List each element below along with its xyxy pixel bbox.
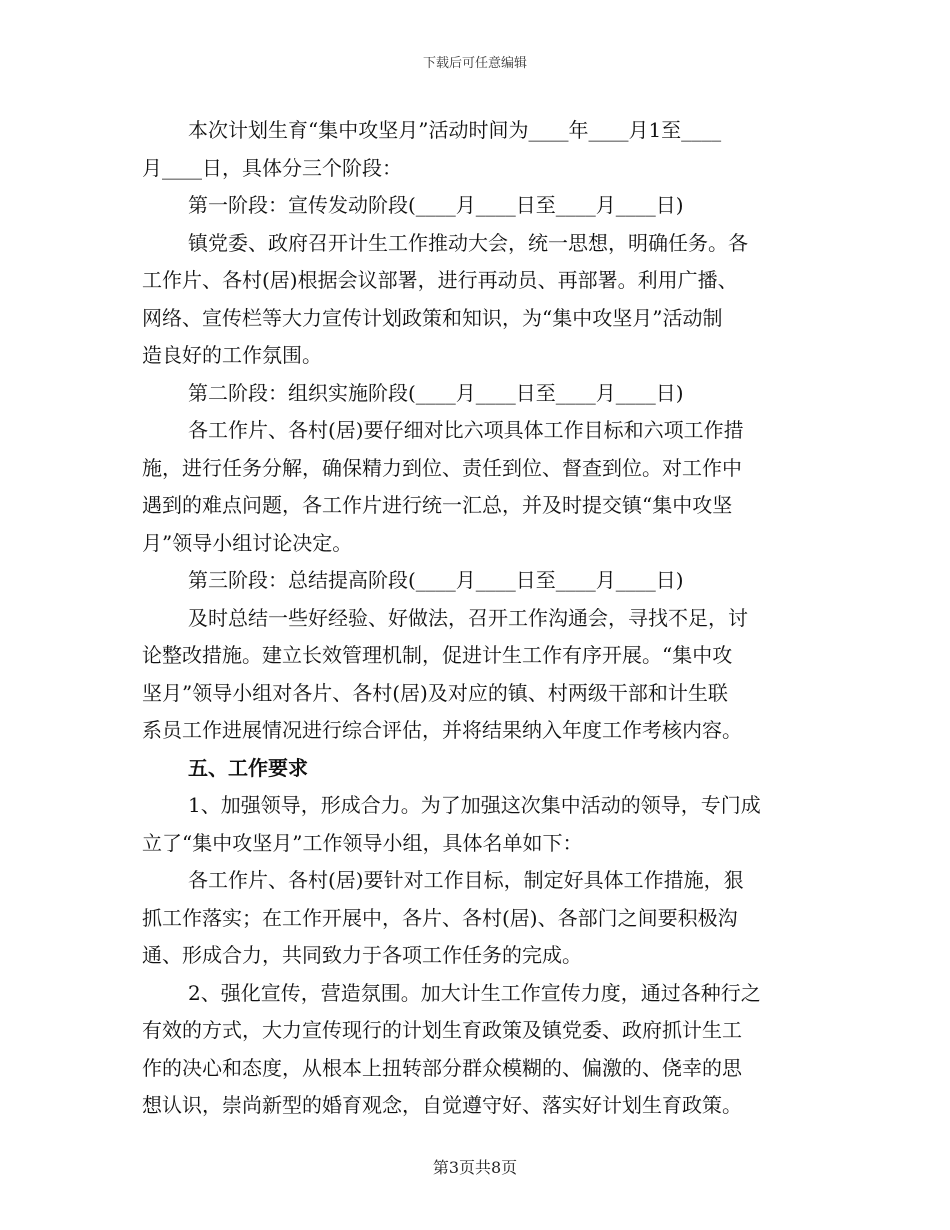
paragraph-line: 坚月”领导小组对各片、各村(居)及对应的镇、村两级干部和计生联 bbox=[142, 680, 728, 705]
stage-one-heading: 第一阶段：宣传发动阶段(____月____日至____月____日) bbox=[188, 193, 684, 217]
paragraph-line: 论整改措施。建立长效管理机制，促进计生工作有序开展。“集中攻 bbox=[142, 643, 733, 667]
page-header: 下载后可任意编辑 bbox=[422, 56, 527, 71]
paragraph-line: 各工作片、各村(居)要仔细对比六项具体工作目标和六项工作措 bbox=[188, 418, 744, 442]
paragraph-line: 遇到的难点问题，各工作片进行统一汇总，并及时提交镇“集中攻坚 bbox=[142, 493, 733, 517]
paragraph-line: 本次计划生育“集中攻坚月”活动时间为____年____月1至____ bbox=[188, 118, 722, 142]
paragraph-line: 月”领导小组讨论决定。 bbox=[142, 530, 353, 555]
paragraph-line: 通、形成合力，共同致力于各项工作任务的完成。 bbox=[142, 943, 582, 967]
page-number: 第3页共8页 bbox=[432, 1158, 518, 1177]
paragraph-line: 各工作片、各村(居)要针对工作目标，制定好具体工作措施，狠 bbox=[188, 868, 744, 892]
paragraph-line: 及时总结一些好经验、好做法，召开工作沟通会，寻找不足，讨 bbox=[188, 605, 748, 630]
stage-three-heading: 第三阶段：总结提高阶段(____月____日至____月____日) bbox=[188, 568, 684, 592]
stage-two-heading: 第二阶段：组织实施阶段(____月____日至____月____日) bbox=[188, 380, 684, 405]
section-heading: 五、工作要求 bbox=[188, 755, 308, 780]
paragraph-line: 立了“集中攻坚月”工作领导小组，具体名单如下： bbox=[142, 830, 583, 855]
paragraph-line: 1、加强领导，形成合力。为了加强这次集中活动的领导，专门成 bbox=[188, 793, 761, 817]
paragraph-line: 2、强化宣传，营造氛围。加大计生工作宣传力度，通过各种行之 bbox=[188, 980, 761, 1005]
paragraph-line: 想认识，崇尚新型的婚育观念，自觉遵守好、落实好计划生育政策。 bbox=[142, 1093, 742, 1117]
paragraph-line: 系员工作进展情况进行综合评估，并将结果纳入年度工作考核内容。 bbox=[142, 718, 742, 742]
paragraph-line: 工作片、各村(居)根据会议部署，进行再动员、再部署。利用广播、 bbox=[142, 268, 738, 292]
paragraph-line: 作的决心和态度，从根本上扭转部分群众模糊的、偏激的、侥幸的思 bbox=[142, 1055, 742, 1080]
paragraph-line: 施，进行任务分解，确保精力到位、责任到位、督查到位。对工作中 bbox=[142, 455, 742, 480]
paragraph-line: 造良好的工作氛围。 bbox=[142, 343, 322, 367]
paragraph-line: 抓工作落实；在工作开展中，各片、各村(居)、各部门之间要积极沟 bbox=[142, 905, 738, 930]
paragraph-line: 月____日，具体分三个阶段： bbox=[142, 155, 402, 180]
document-body bbox=[142, 112, 810, 1125]
paragraph-line: 网络、宣传栏等大力宣传计划政策和知识，为“集中攻坚月”活动制 bbox=[142, 305, 723, 330]
paragraph-line: 镇党委、政府召开计生工作推动大会，统一思想，明确任务。各 bbox=[188, 230, 748, 255]
paragraph-line: 有效的方式，大力宣传现行的计划生育政策及镇党委、政府抓计生工 bbox=[142, 1018, 742, 1042]
